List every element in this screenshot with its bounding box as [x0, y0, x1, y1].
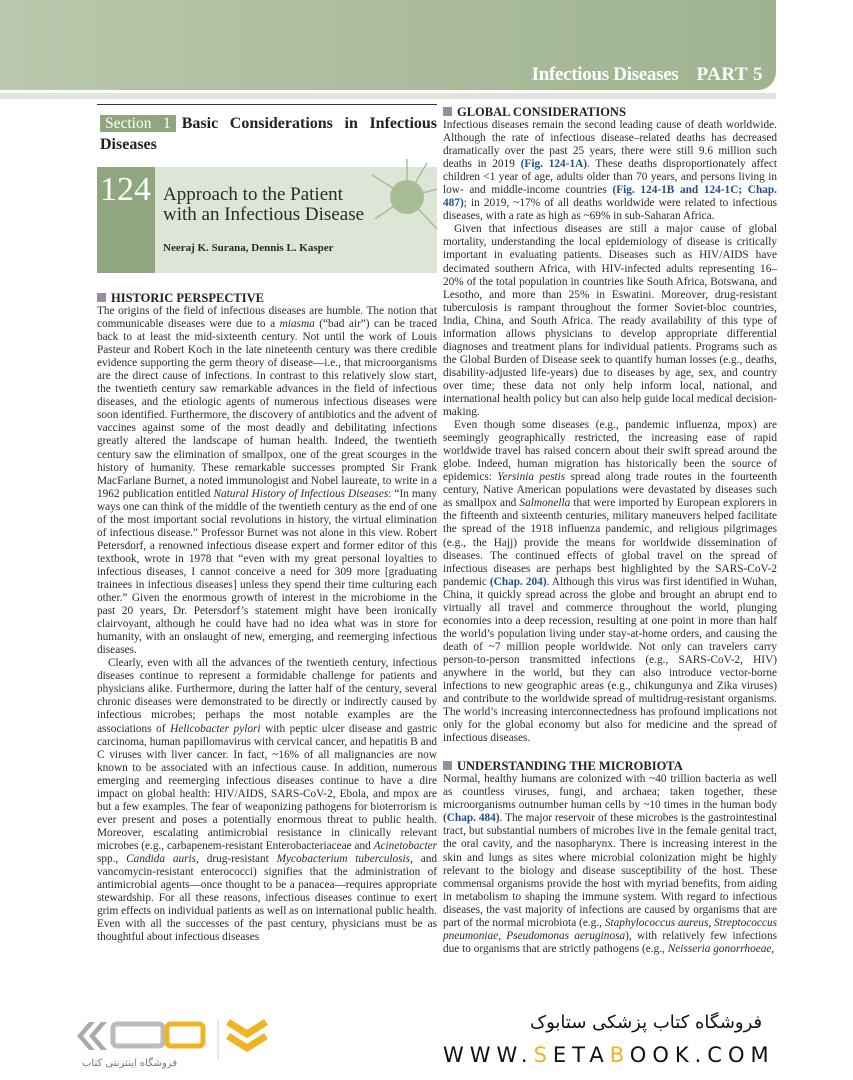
url-part: ETA	[552, 1043, 610, 1067]
body-text	[443, 119, 777, 745]
heading-historic-perspective	[97, 291, 437, 305]
heading-text: HISTORIC PERSPECTIVE	[111, 291, 264, 305]
text-run: . The major reservoir of these microbes is the gastrointestinal tract, but substantial numbers of microbes live in the female genital tract, the oral cavity, and the nasopharynx. There is increasing interest in the skin and lungs as sites where microbial colonization might be highly relevant to the biology and disease susceptibility of the host. These commensal organisms provide the host with myriad benefits, from aiding in metabolism to shaping the immune system. With regard to infectious diseases, the vast majority of infections are caused by organisms that are part of the normal microbiota (e.g.,	[443, 812, 777, 929]
text-run: spp.,	[97, 852, 127, 865]
text-run: : “In many ways one can think of the middle of the twentieth century as the end of one of the most important social revolutions in history, the virtual elimination of infectious disease.” Professor Burnet was not alone in this view. Robert Petersdorf, a renowned infectious disease expert and former editor of this textbook, wrote in 1978 that “even with my great personal loyalties to infectious diseases, I cannot conceive a need for 309 more [graduating trainees in infectious diseases] unless they spend their time culturing each other.” Given the enormous growth of interest in the microbiome in the past 20 years, Dr. Petersdorf’s statement might have been ironically clairvoyant, although he could have had no idea what was in store for humanity, with an onslaught of new, emerging, and reemerging infectious diseases.	[97, 487, 437, 657]
text-run: Clearly, even with all the advances of the twentieth century, infectious diseases continue to represent a formidable challenge for patients and physicians alike. Furthermore, during the latter half of the century, several chronic diseases were demonstrated to be directly or indirectly caused by infectious microbes; perhaps the most notable examples are the associations of	[97, 657, 437, 735]
running-header	[532, 64, 763, 86]
heading-understanding-microbiota	[443, 759, 777, 773]
text-run: with peptic ulcer disease and gastric carcinoma, human papillomavirus with cervical cancer, and hepatitis B and C viruses with liver cancer. In fact, ~16% of all malignancies are now known to be associated with an infectious cause. In addition, numerous emerging and reemerging infectious diseases continue to have a dire impact on global health: HIV/AIDS, SARS-CoV-2, Ebola, and mpox are but a few examples. The fear of weaponizing pathogens for bioterrorism is ever present and poses a potentially enormous threat to public health. Moreover, escalating antimicrobial resistance in clinically relevant microbes (e.g., carbapenem-resistant Enterobacteriaceae and	[97, 722, 437, 852]
running-title: Infectious Diseases	[531, 64, 679, 85]
section-title-text: Basic Considerations in Infectious Diseases	[100, 115, 437, 153]
paragraph	[443, 223, 777, 419]
bullet-square-icon	[443, 107, 452, 116]
paragraph	[443, 773, 777, 956]
cross-reference-link[interactable]: (Chap. 204)	[489, 575, 547, 588]
text-run: that were imported by European explorers in the fifteenth and sixteenth centuries, military maneuvers helped facilitate the spread of the 1918 influenza pandemic, and religious pilgrimages (e.g., the Hajj) provide the means for worldwide dissemination of diseases. The continued effects of global travel on the spread of infectious diseases are perhaps best highlighted by the SARS-CoV-2 pandemic	[443, 497, 777, 588]
right-column	[443, 104, 777, 1006]
footer-watermark	[0, 1008, 853, 1080]
italic-text: Candida auris	[126, 852, 197, 865]
chapter-number: 124	[100, 171, 151, 208]
text-run: Normal, healthy humans are colonized with ~40 trillion bacteria as well as countless viruses, fungi, and archaea; taken together, these microorganisms outnumber human cells by ~10 times in the human body	[443, 773, 777, 812]
part-label: PART 5	[696, 64, 763, 85]
text-run: The origins of the field of infectious diseases are humble. The notion that communicable diseases were due to a	[97, 305, 437, 331]
italic-text: Salmonella	[519, 497, 571, 510]
italic-text: Natural History of Infectious Diseases	[213, 487, 389, 500]
heading-global-considerations	[443, 105, 777, 119]
italic-text: Yersinia pestis	[497, 471, 566, 484]
heading-text: GLOBAL CONSIDERATIONS	[457, 105, 626, 119]
italic-text: Staphylococcus aureus, Streptococcus pneumoniae, Pseudomonas aeruginosa	[443, 916, 777, 942]
url-part: S	[533, 1043, 553, 1067]
splatter-graphic	[367, 157, 437, 237]
text-run: Even though some diseases (e.g., pandemic influenza, mpox) are seemingly geographically restricted, the increasing ease of rapid worldwide travel has raised concern about their swift spread around the globe. Indeed, human migration has historically been the source of epidemics:	[443, 419, 777, 484]
text-run: . These deaths disproportionately affect children <1 year of age, adults older than 70 years, and persons living in low- and middle-income countries	[443, 158, 777, 197]
url-part: OOK.COM	[629, 1043, 775, 1067]
cross-reference-link[interactable]: (Fig. 124-1A)	[520, 158, 588, 171]
chapter-title-line: Approach to the Patient	[163, 184, 343, 205]
text-run: , and vancomycin-resistant enterococci) signifies that the administration of antimicrobial agents—once thought to be a panacea—requires appropriate stewardship. For all these reasons, infectious diseases continue to exert grim effects on individual patients as well as on international public health. Even with all the successes of the past century, physicians must be as thoughtful about infectious diseases	[97, 852, 437, 944]
store-url[interactable]	[443, 1043, 775, 1067]
paragraph	[97, 657, 437, 944]
bullet-square-icon	[443, 761, 452, 770]
chapter-number-block	[97, 167, 155, 273]
body-text	[443, 773, 777, 956]
italic-text: Helicobacter pylori	[170, 722, 261, 735]
text-run: spread along trade routes in the fourteenth century, Native American populations were devastated by diseases such as smallpox and	[443, 471, 777, 510]
chapter-authors: Neeraj K. Surana, Dennis L. Kasper	[163, 242, 334, 254]
italic-text: miasma	[279, 318, 315, 331]
text-run: , drug-resistant	[196, 852, 277, 865]
left-column	[97, 104, 437, 1006]
text-run: ; in 2019, ~17% of all deaths worldwide were related to infectious diseases, with a rate as high as ~69% in sub-Saharan Africa.	[443, 197, 777, 223]
paragraph	[443, 419, 777, 745]
heading-text: UNDERSTANDING THE MICROBIOTA	[457, 759, 683, 774]
chapter-title	[163, 185, 364, 225]
header-stripe	[0, 93, 776, 99]
text-run: (“bad air”) can be traced back to at least the mid-sixteenth century. Not until the work of Louis Pasteur and Robert Koch in the late nineteenth century was there credible evidence supporting the germ theory of disease—i.e., that microorganisms are the direct cause of infections. In contrast to this relatively slow start, the twentieth century saw remarkable advances in the field of infectious diseases, and the etiologic agents of numerous infectious diseases were soon identified. Furthermore, the discovery of antibiotics and the advent of vaccines against some of the most deadly and debilitating infections greatly altered the landscape of human health. Indeed, the twentieth century saw the elimination of smallpox, one of the great scourges in the history of humanity. These remarkable successes prompted Sir Frank MacFarlane Burnet, a noted immunologist and Nobel laureate, to write in a 1962 publication entitled	[97, 318, 437, 500]
cross-reference-link[interactable]: (Fig. 124-1B and 124-1C; Chap. 487)	[443, 184, 777, 210]
body-text	[97, 305, 437, 944]
paragraph	[97, 305, 437, 657]
text-run: Given that infectious diseases are still a major cause of global mortality, understanding the local epidemiology of disease is critically important in evaluating patients. Diseases such as HIV/AIDS have decimated southern Africa, with HIV-infected adults representing 16–20% of the total population in countries like South Africa, Botswana, and Lesotho, and more than 25% in Eswatini. Moreover, drug-resistant tuberculosis is rampant throughout the former Soviet-bloc countries, India, China, and South Africa. The ready availability of this type of information allows physicians to develop appropriate differential diagnoses and treatment plans for individual patients. Programs such as the Global Burden of Disease seek to quantify human losses (e.g., deaths, disability-adjusted life-years) due to diseases by age, sex, and country over time; these data not only help inform local, national, and international health policy but can also help guide local medical decision-making.	[443, 223, 777, 419]
chapter-title-line: with an Infectious Disease	[163, 204, 365, 225]
italic-text: Mycobacterium tuberculosis	[276, 852, 411, 865]
url-part: B	[609, 1043, 630, 1067]
text-run: . Although this virus was first identified in Wuhan, China, it quickly spread across the globe and brought an abrupt end to virtually all travel and commerce throughout the world, plunging economies into a deep recession, resulting at one point in more than half the world’s population living under stay-at-home orders, and causing the death of ~7 million people worldwide. Not only can travelers carry person-to-person transmitted infections (e.g., SARS-CoV-2, HIV) anywhere in the world, but they can also introduce vector-borne infections to new geographic areas (e.g., chikungunya and Zika viruses) and contribute to the worldwide spread of multidrug-resistant organisms. The world’s increasing interconnectedness has profound implications not only for the global economy but also for medicine and the spread of infectious diseases.	[443, 575, 777, 745]
italic-text: Acinetobacter	[373, 839, 437, 852]
url-part: WWW.	[443, 1043, 534, 1067]
text-run: ), with relatively few infections due to organisms that are strictly pathogens (e.g.,	[443, 929, 777, 955]
divider	[97, 104, 437, 105]
italic-text: Neisseria gonorrhoeae,	[667, 942, 775, 955]
store-name: فروشگاه کتاب پزشکی ستابوک	[530, 1012, 763, 1033]
cross-reference-link[interactable]: (Chap. 484)	[443, 812, 500, 825]
section-tag: Section 1	[100, 115, 176, 132]
section-title	[97, 113, 437, 155]
text-run: Infectious diseases remain the second leading cause of death worldwide. Although the rate of infectious disease–related deaths has decreased dramatically over the past 25 years, there were still 9.6 million such deaths in 2019	[443, 119, 777, 171]
logo-subtitle: فروشگاه اینترنتی کتاب	[82, 1058, 178, 1069]
setabook-logo	[75, 1014, 275, 1059]
chapter-header	[97, 167, 437, 273]
paragraph	[443, 119, 777, 223]
bullet-square-icon	[97, 293, 106, 302]
bottom-fade	[0, 985, 853, 1010]
